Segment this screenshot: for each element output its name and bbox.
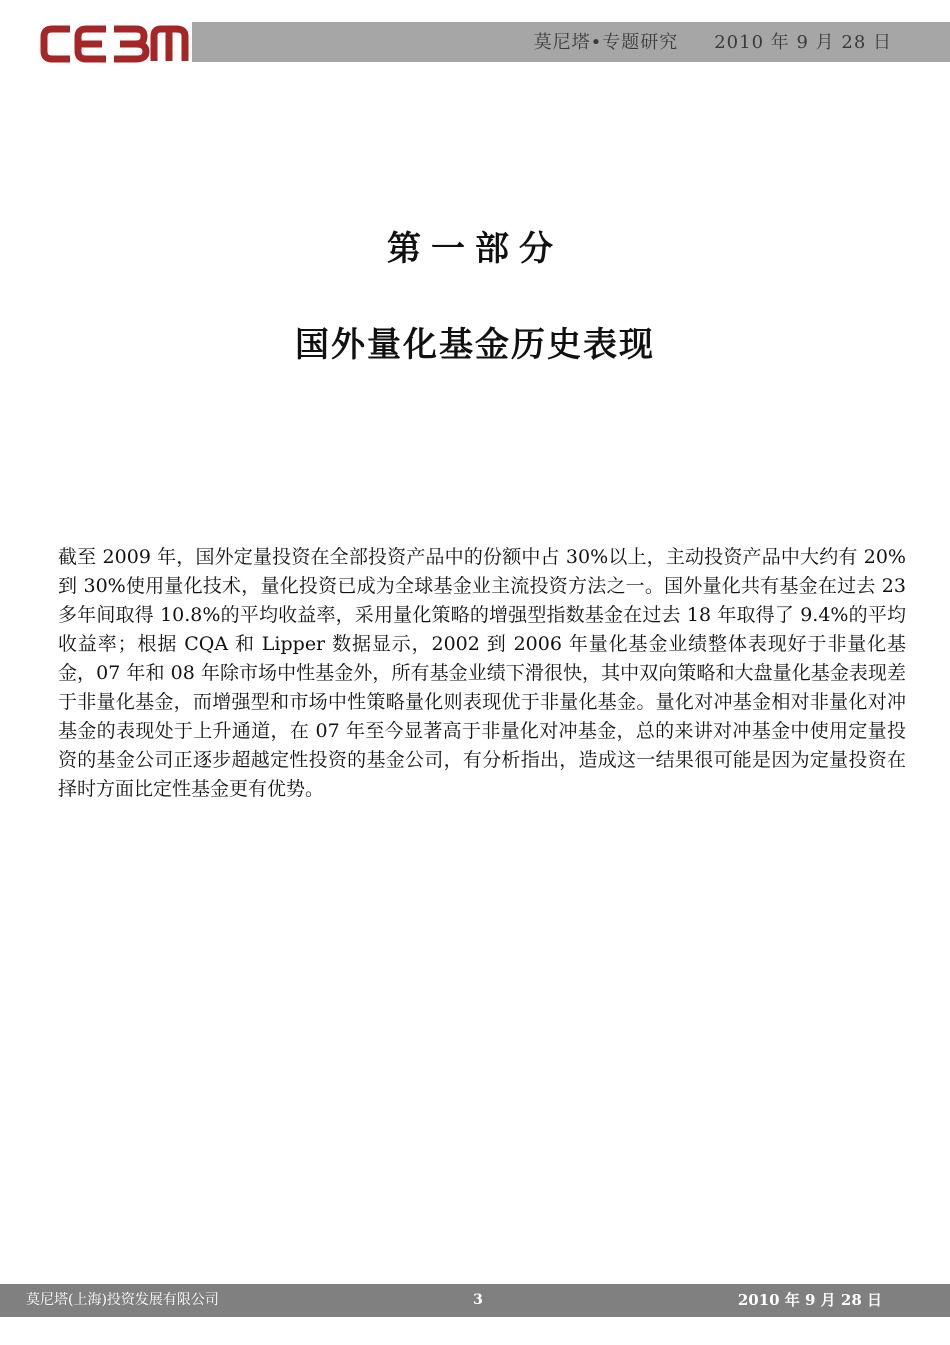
header-date: 2010 年 9 月 28 日 <box>714 32 892 53</box>
section-title: 国外量化基金历史表现 <box>295 325 655 365</box>
cebm-logo-graphic <box>40 24 190 64</box>
header-info <box>534 22 892 64</box>
cebm-logo <box>40 24 190 64</box>
part-title: 第一部分 <box>387 229 563 269</box>
footer-date: 2010 年 9 月 28 日 <box>737 1291 882 1309</box>
header-title: 莫尼塔•专题研究 <box>533 32 679 53</box>
footer-bar <box>0 1284 950 1317</box>
header-bar <box>192 22 950 62</box>
footer-company: 莫尼塔(上海)投资发展有限公司 <box>26 1292 219 1308</box>
page-number: 3 <box>473 1292 483 1308</box>
body-paragraph: 截至 2009 年，国外定量投资在全部投资产品中的份额中占 30%以上，主动投资产品中大约有 20%到 30%使用量化技术，量化投资已成为全球基金业主流投资方法之一。国外量化共有基金在过去 23 多年间取得 10.8%的平均收益率，采用量化策略的增强型指数基金在过去 18 年取得了 9.4%的平均收益率；根据 CQA 和 Lipper 数据显示，2002 到 2006 年量化基金业绩整体表现好于非量化基金，07 年和 08 年除市场中性基金外，所有基金业绩下滑很快，其中双向策略和大盘量化基金表现差于非量化基金，而增强型和市场中性策略量化则表现优于非量化基金。量化对冲基金相对非量化对冲基金的表现处于上升通道，在 07 年至今显著高于非量化对冲基金，总的来讲对冲基金中使用定量投资的基金公司正逐步超越定性投资的基金公司，有分析指出，造成这一结果很可能是因为定量投资在择时方面比定性基金更有优势。 <box>58 546 906 800</box>
